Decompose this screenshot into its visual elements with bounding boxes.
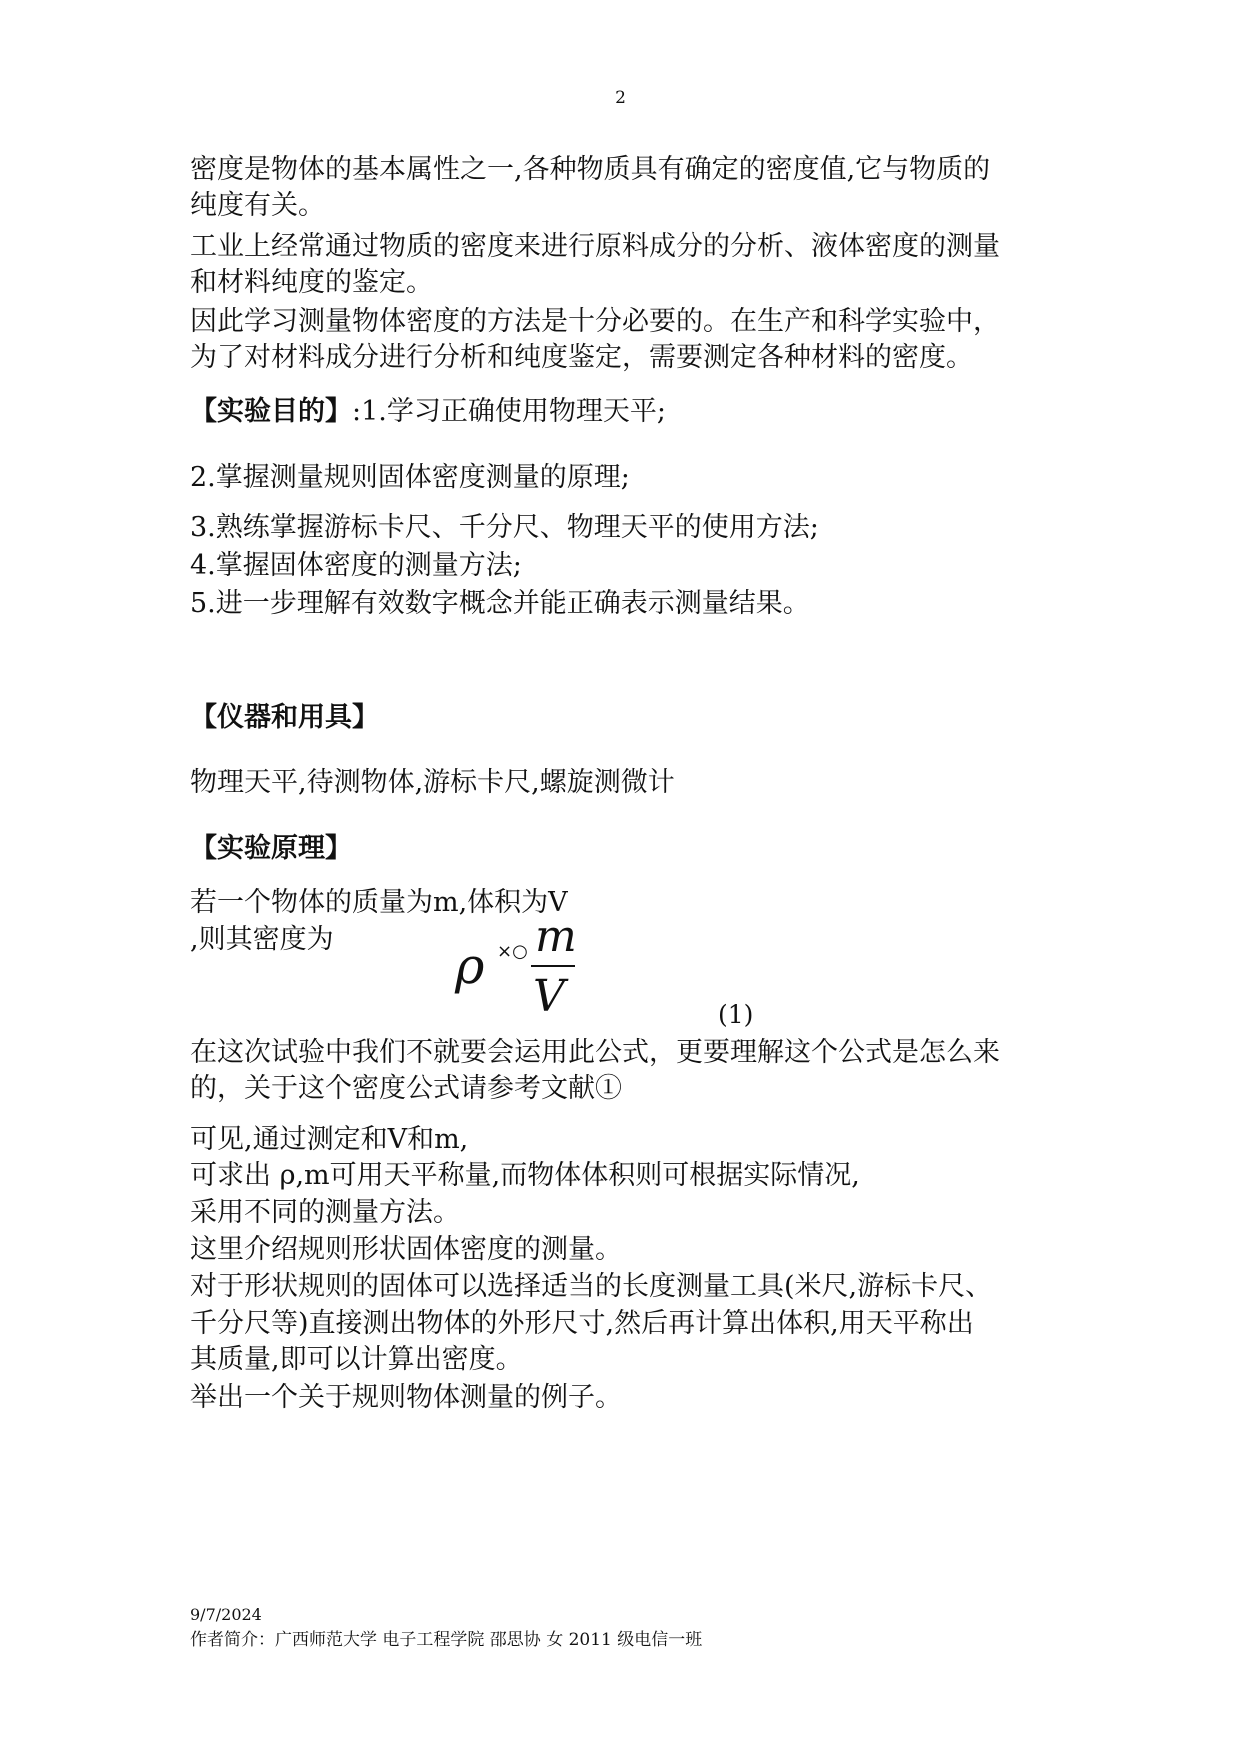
text-line: 千分尺等)直接测出物体的外形尺寸,然后再计算出体积,用天平称出: [190, 1308, 974, 1339]
text-line: 因此学习测量物体密度的方法是十分必要的。在生产和科学实验中，: [190, 306, 1000, 337]
principle-line: 对于形状规则的固体可以选择适当的长度测量工具(米尺,游标卡尺、: [190, 1271, 993, 1302]
text-line: 密度是物体的基本属性之一,各种物质具有确定的密度值,它与物质的: [190, 154, 991, 185]
objective-item-5: 5.进一步理解有效数字概念并能正确表示测量结果。: [190, 588, 810, 619]
fraction-bar: [531, 965, 575, 967]
principle-line: 可求出 ρ,m可用天平称量,而物体体积则可根据实际情况,: [190, 1160, 860, 1191]
text-line: 和材料纯度的鉴定。: [190, 267, 433, 298]
objective-item-4: 4.掌握固体密度的测量方法;: [190, 550, 522, 581]
objective-item-3: 3.熟练掌握游标卡尺、千分尺、物理天平的使用方法;: [190, 512, 819, 543]
formula-denominator: V: [533, 971, 565, 1022]
text-line: 工业上经常通过物质的密度来进行原料成分的分析、液体密度的测量: [190, 231, 1000, 262]
objective-item-2: 2.掌握测量规则固体密度测量的原理;: [190, 462, 630, 493]
footer-date: 9/7/2024: [190, 1605, 262, 1624]
density-formula: [455, 911, 655, 1037]
principle-line: 采用不同的测量方法。: [190, 1197, 460, 1228]
objectives-heading: 【实验目的】: [190, 396, 352, 427]
text-line: 的，关于这个密度公式请参考文献①: [190, 1073, 622, 1104]
principle-paragraph: [190, 1306, 1090, 1378]
instruments-heading: 【仪器和用具】: [190, 702, 379, 733]
principle-paragraph: [190, 1035, 1090, 1107]
principle-line: 可见,通过测定和V和m,: [190, 1124, 469, 1155]
objective-text: :1.学习正确使用物理天平;: [352, 396, 666, 427]
principle-line: 这里介绍规则形状固体密度的测量。: [190, 1234, 622, 1265]
formula-rho: ρ: [455, 937, 485, 995]
instruments-text: 物理天平,待测物体,游标卡尺,螺旋测微计: [190, 767, 675, 798]
intro-paragraph-1: [190, 152, 1090, 224]
footer-author: 作者简介：广西师范大学 电子工程学院 邵思协 女 2011 级电信一班: [190, 1630, 703, 1650]
page-number: 2: [615, 88, 626, 108]
principle-heading: 【实验原理】: [190, 833, 352, 864]
text-line: 纯度有关。: [190, 190, 325, 221]
principle-line: 举出一个关于规则物体测量的例子。: [190, 1382, 622, 1413]
principle-line: 若一个物体的质量为m,体积为V: [190, 887, 568, 918]
principle-line: ,则其密度为: [190, 924, 334, 955]
text-line: 其质量,即可以计算出密度。: [190, 1344, 523, 1375]
formula-numerator: m: [535, 911, 577, 962]
formula-glyph: ×○: [497, 941, 528, 962]
intro-paragraph-2: [190, 229, 1090, 301]
intro-paragraph-3: [190, 304, 1090, 376]
text-line: 在这次试验中我们不就要会运用此公式，更要理解这个公式是怎么来: [190, 1037, 1000, 1068]
text-line: 为了对材料成分进行分析和纯度鉴定，需要测定各种材料的密度。: [190, 342, 973, 373]
equation-number: (1): [718, 1000, 754, 1029]
objective-item-1: [190, 394, 1090, 430]
